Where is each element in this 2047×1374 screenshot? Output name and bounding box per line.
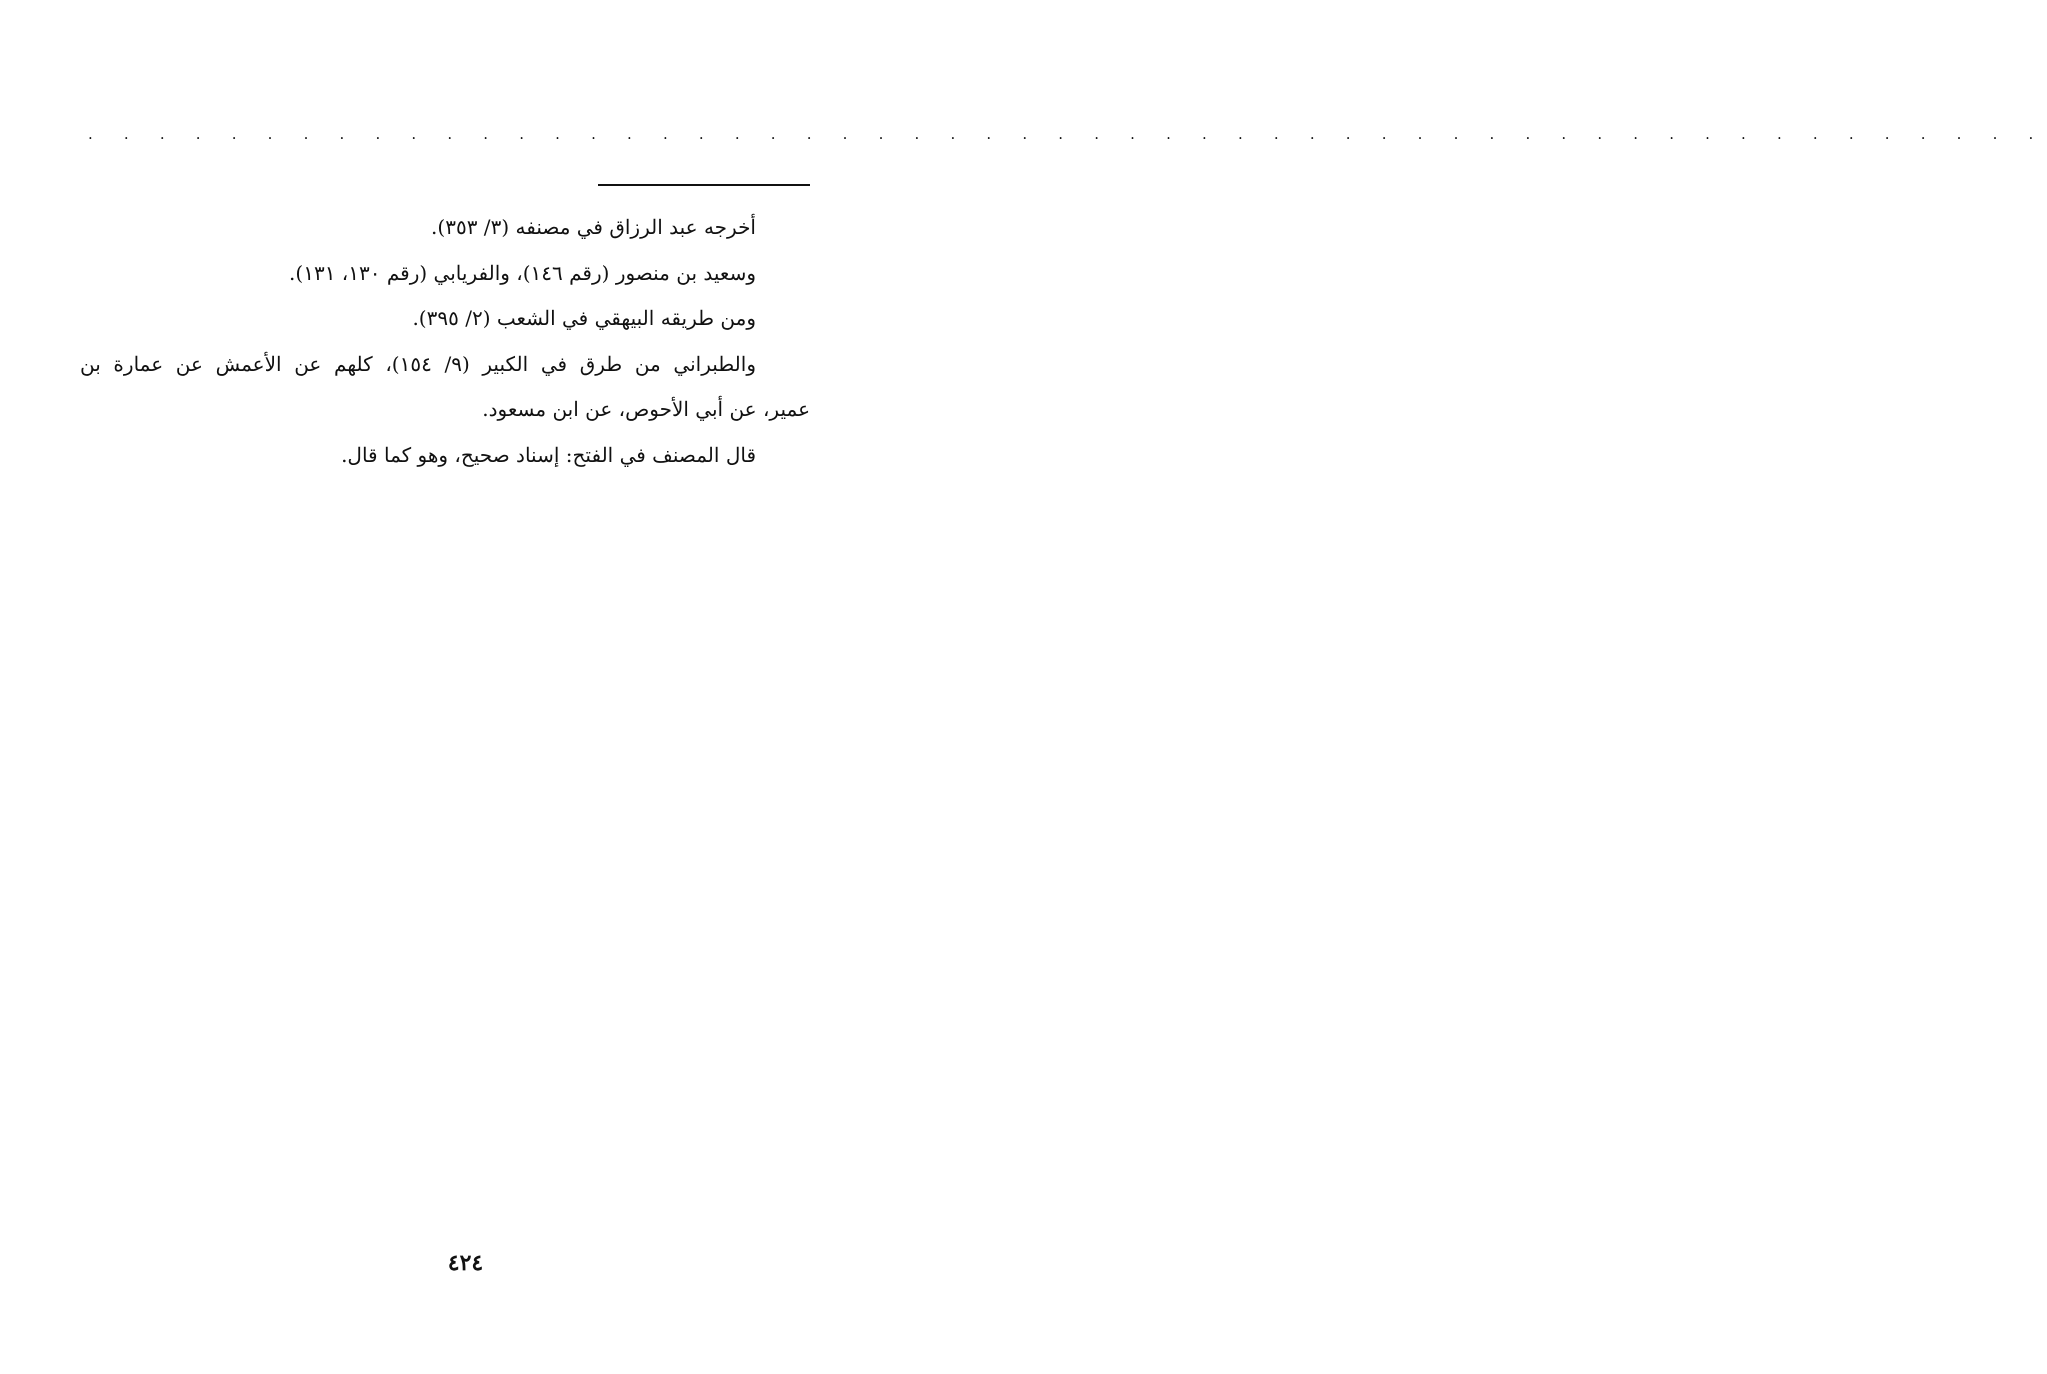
- footnote-line-5: عمير، عن أبي الأحوص، عن ابن مسعود.: [482, 397, 810, 421]
- footnote-line-4: والطبراني من طرق في الكبير (٩/ ١٥٤)، كلهم عن الأعمش عن عمارة بن: [80, 351, 756, 376]
- footnotes-block: [80, 205, 810, 478]
- footnote-separator-line: [598, 184, 810, 186]
- footnote-line-6: قال المصنف في الفتح: إسناد صحيح، وهو كما قال.: [341, 442, 756, 467]
- dotted-separator: . . . . . . . . . . . . . . . . . . . . . . . . . . . . . . . . . . . . . . . . . . . . . . . . . . . . . . .: [88, 125, 2047, 143]
- footnote-line-3: ومن طريقه البيهقي في الشعب (٢/ ٣٩٥).: [412, 306, 756, 330]
- footnote-line-1: أخرجه عبد الرزاق في مصنفه (٣/ ٣٥٣).: [431, 215, 756, 239]
- page-number: ٤٢٤: [447, 1250, 484, 1276]
- footnote-line-2: وسعيد بن منصور (رقم ١٤٦)، والفريابي (رقم ١٣٠، ١٣١).: [289, 260, 756, 285]
